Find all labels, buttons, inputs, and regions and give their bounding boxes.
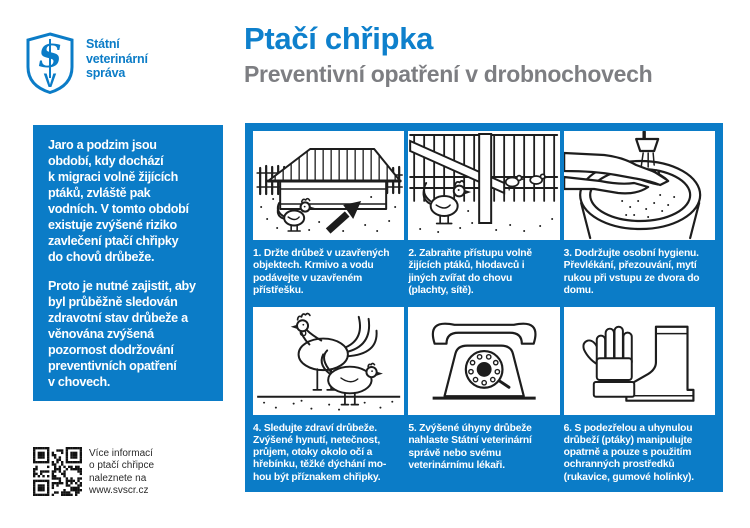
svg-text:V: V — [43, 71, 57, 92]
instruction-panel-2 — [408, 131, 559, 307]
hand-washing-illustration — [564, 131, 715, 240]
instruction-panel-5 — [408, 307, 559, 484]
instruction-panel-6 — [564, 307, 715, 484]
instruction-panel-3 — [564, 131, 715, 307]
panel-caption: 6. S podezřelou a uhynulou drůbeží (ptáky) manipulujte opatrně a pouze s použitím ochranných prostředků (rukavice, gumové holínky). — [563, 422, 694, 483]
fence-screen-illustration — [408, 131, 559, 240]
panel-caption: 2. Zabraňte přístupu volně žijících ptáků, hlodavců i jiných zvířat do chovu (plachty, sítě). — [408, 248, 532, 296]
footer-info — [33, 447, 154, 498]
instructions-grid — [245, 123, 723, 492]
qr-code — [33, 447, 82, 496]
panel-caption: 4. Sledujte zdraví drůbeže. Zvýšené hynutí, netečnost, průjem, otoky okolo očí a hřebínku, těžké dýchání mo- hou být příznakem chřipky. — [253, 422, 387, 483]
rooster-and-hen-illustration — [253, 307, 404, 415]
telephone-illustration — [408, 307, 559, 415]
header-titles — [244, 21, 652, 87]
intro-text-box — [33, 125, 223, 401]
footer-info-text: Více informací o ptačí chřipce naleznete na www.svscr.cz — [89, 448, 155, 497]
svs-shield-logo — [25, 32, 75, 94]
org-name: Státní veterinární správa — [86, 37, 148, 80]
instruction-panel-4 — [253, 307, 404, 484]
page-subtitle: Preventivní opatření v drobnochovech — [244, 61, 653, 87]
intro-paragraph-2: Proto je nutné zajistit, aby byl průběžně sledován zdravotní stav drůbeže a věnována zvýšená pozornost dodržování preventivních opatření v chovech. — [48, 279, 196, 389]
poultry-coop-illustration — [253, 131, 404, 240]
instruction-panel-1 — [253, 131, 404, 307]
svg-text:S: S — [38, 37, 62, 75]
panel-caption: 1. Držte drůbež v uzavřených objektech. Krmivo a vodu podávejte v uzavřeném přístřešku. — [253, 248, 390, 296]
glove-and-boot-illustration — [564, 307, 715, 415]
page-title: Ptačí chřipka — [244, 21, 434, 56]
panel-caption: 3. Dodržujte osobní hygienu. Převlékání, přezouvání, mytí rukou při vstupu ze dvora do domu. — [563, 248, 700, 296]
intro-paragraph-1: Jaro a podzim jsou období, kdy dochází k migraci volně žijících ptáků, zvláště pak vodních. V tomto období existuje zvýšené riziko zavlečení ptačí chřipky do chovů drůbeže. — [48, 138, 189, 264]
panel-caption: 5. Zvýšené úhyny drůbeže nahlaste Státní veterinární správě nebo svému veterinárnímu lékaři. — [408, 423, 532, 471]
